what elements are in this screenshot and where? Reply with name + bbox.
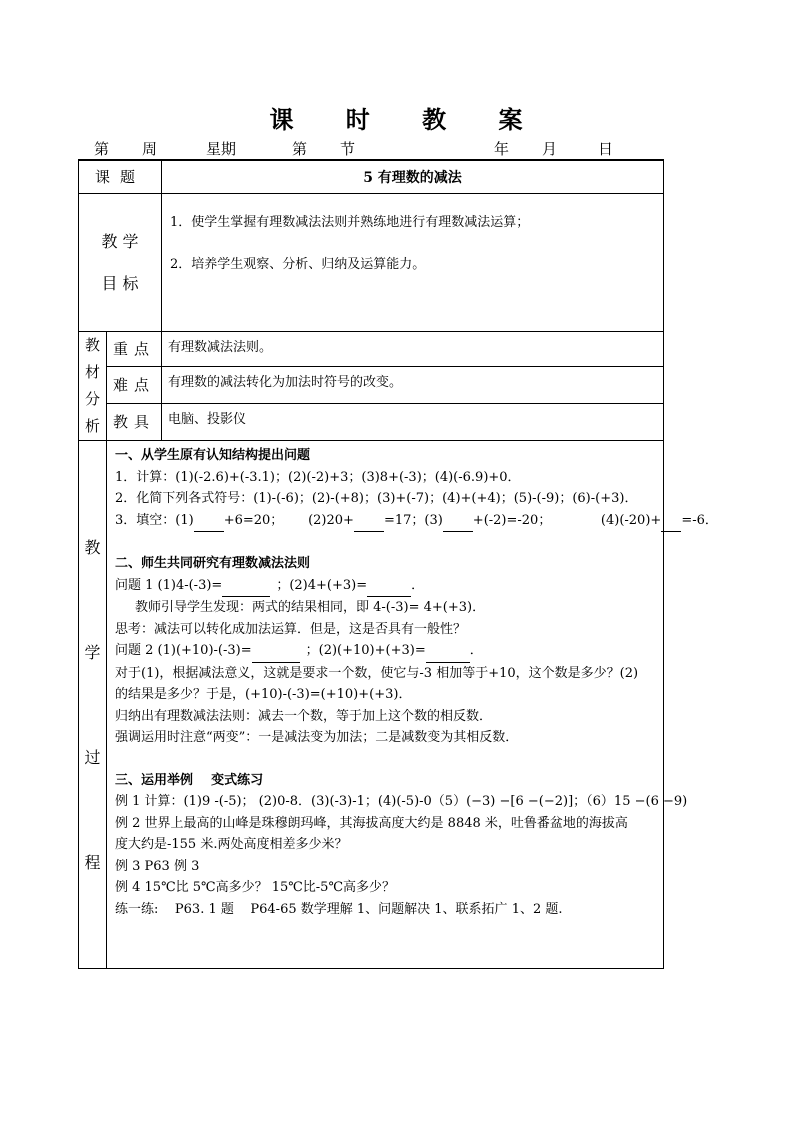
- goals-text: [162, 194, 664, 332]
- section-3-title: 三、运用举例 变式练习: [115, 772, 264, 788]
- analysis-label: [79, 332, 107, 441]
- analysis-label-char: 析: [84, 417, 100, 435]
- date-ri: 日: [598, 140, 614, 158]
- sec2-line-5: 对于(1)，根据减法意义，这就是要求一个数，使它与-3 相加等于+10，这个数是多少？(2): [115, 665, 639, 681]
- date-nian: 年: [494, 140, 510, 158]
- section-2-title: 二、师生共同研究有理数减法法则: [115, 556, 311, 571]
- key-point-label: 重点: [107, 332, 162, 367]
- date-line: [78, 138, 664, 161]
- date-xingqi: 星期: [206, 140, 237, 158]
- sec1-line-2: 2．化简下列各式符号：(1)-(-6)；(2)-(+8)；(3)+(-7)；(4)+(+4)；(5)-(-9)；(6)-(+3)．: [115, 491, 638, 506]
- analysis-label-char: 材: [84, 363, 100, 381]
- date-zhou: 周: [142, 140, 158, 158]
- goal-item: 2．培养学生观察、分析、归纳及运算能力。: [170, 257, 426, 272]
- topic-label: 课题: [79, 160, 162, 194]
- process-label-char: 过: [84, 747, 101, 767]
- problem-text: ．: [411, 577, 425, 593]
- sec1-line-1: 1．计算：(1)(-2.6)+(-3.1)；(2)(-2)+3；(3)8+(-3)；(4)(-6.9)+0．: [115, 469, 521, 485]
- date-jie: 节: [340, 140, 356, 158]
- goals-label: [79, 194, 162, 332]
- problem-text: ；(2)(+10)+(+3)=: [305, 643, 426, 658]
- section-1-title: 一、从学生原有认知结构提出问题: [115, 448, 311, 463]
- fill-text: 3．填空：(1): [115, 512, 194, 528]
- fill-text: +(-2)=-20； (4)(-20)+: [472, 512, 662, 528]
- fill-blank: [222, 575, 270, 598]
- difficulty-label: 难点: [107, 366, 162, 403]
- problem-text: 问题 1 (1)4-(-3)=: [115, 577, 223, 593]
- topic-value: 5 有理数的减法: [162, 160, 664, 194]
- analysis-row-tools: [79, 403, 664, 440]
- sec2-line-6: 的结果是多少？于是，(+10)-(-3)=(+10)+(+3)．: [115, 687, 412, 702]
- lesson-plan-table: [78, 159, 718, 969]
- goals-label-line-1: 教 学: [101, 231, 139, 251]
- sec3-line-5: 例 4 15℃比 5℃高多少？ 15℃比-5℃高多少？: [115, 880, 395, 895]
- analysis-label-char: 教: [84, 336, 100, 354]
- sec1-line-3: [115, 510, 718, 533]
- fill-blank: [194, 510, 224, 533]
- date-yue: 月: [542, 140, 558, 158]
- sec3-line-6: 练一练: P63. 1 题 P64-65 数学理解 1、问题解决 1、联系拓广 1、2 题.: [115, 901, 563, 917]
- sec2-line-1: [115, 575, 657, 598]
- sec2-line-3: 思考：减法可以转化成加法运算．但是，这是否具有一般性？: [115, 621, 467, 637]
- process-label: [79, 441, 107, 969]
- fill-text: =17；(3): [383, 512, 443, 528]
- topic-row: [79, 160, 664, 194]
- date-di: 第: [94, 140, 110, 158]
- analysis-row-key: [79, 332, 664, 367]
- sec2-line-4: [115, 640, 657, 663]
- key-point-text: 有理数减法法则。: [162, 332, 664, 367]
- fill-blank: [367, 575, 411, 598]
- process-label-char: 学: [84, 642, 101, 662]
- sec3-line-4: 例 3 P63 例 3: [115, 858, 200, 874]
- fill-blank: [426, 640, 470, 663]
- goals-row: [79, 194, 664, 332]
- sec2-line-8: 强调运用时注意“两变”：一是减法变为加法；二是减数变为其相反数．: [115, 730, 519, 745]
- problem-text: ；(2)4+(+3)=: [276, 577, 368, 593]
- sec3-line-2: 例 2 世界上最高的山峰是珠穆朗玛峰，其海拔高度大约是 8848 米，吐鲁番盆地的海拔高: [115, 815, 628, 831]
- goals-label-line-2: 目 标: [101, 273, 139, 293]
- analysis-label-char: 分: [84, 390, 100, 408]
- sec2-line-2: 教师引导学生发现：两式的结果相同，即 4-(-3)= 4+(+3)．: [135, 600, 486, 615]
- tools-label: 教具: [107, 403, 162, 440]
- analysis-row-difficulty: [79, 366, 664, 403]
- difficulty-text: 有理数的减法转化为加法时符号的改变。: [162, 366, 664, 403]
- goal-item: 1．使学生掌握有理数减法法则并熟练地进行有理数减法运算；: [170, 215, 530, 230]
- fill-blank: [661, 510, 681, 533]
- process-row: [79, 441, 664, 969]
- page-title: 课 时 教 案: [269, 105, 545, 134]
- process-label-char: 教: [84, 537, 101, 557]
- sec3-line-3: 度大约是-155 米.两处高度相差多少米？: [115, 837, 348, 852]
- fill-text: +6=20； (2)20+: [223, 512, 354, 528]
- sec3-line-1: 例 1 计算：(1)9 -(-5)； (2)0-8．(3)(-3)-1；(4)(-5)-0（5）(−3) −[6 −(−2)]；（6）15 −(6 −9): [115, 794, 688, 809]
- fill-blank: [443, 510, 473, 533]
- fill-blank: [252, 640, 300, 663]
- process-content: [107, 441, 718, 969]
- date-di2: 第: [292, 140, 308, 158]
- tools-text: 电脑、投影仪: [162, 403, 664, 440]
- fill-blank: [354, 510, 384, 533]
- sec2-line-7: 归纳出有理数减法法则：减去一个数，等于加上这个数的相反数．: [115, 708, 493, 724]
- problem-text: 问题 2 (1)(+10)-(-3)=: [115, 643, 252, 658]
- fill-text: =-6．: [681, 512, 718, 528]
- problem-text: ．: [469, 643, 483, 658]
- process-label-char: 程: [84, 852, 101, 872]
